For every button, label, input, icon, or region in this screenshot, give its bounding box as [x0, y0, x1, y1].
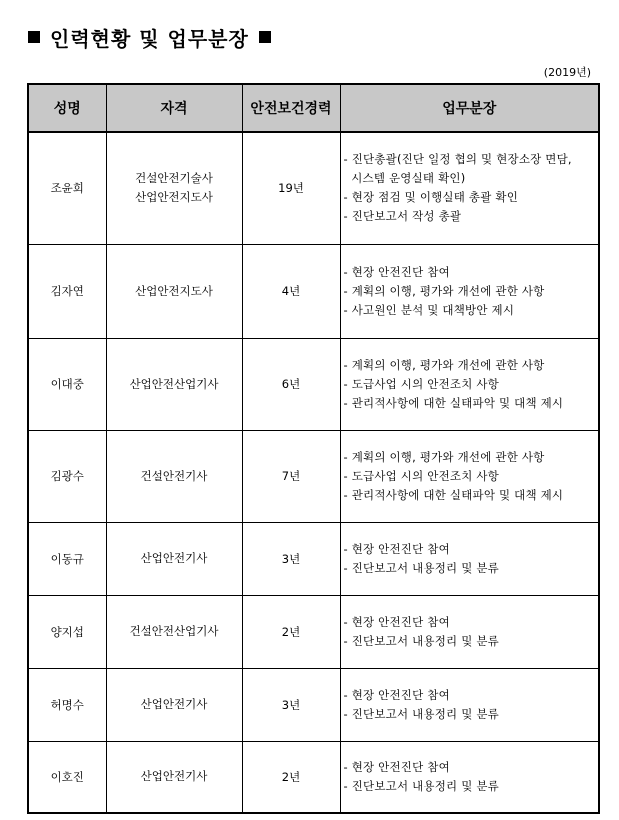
duty-line: - 진단보고서 내용정리 및 분류 — [343, 778, 499, 793]
qualification-line: 산업안전산업기사 — [129, 376, 219, 391]
table-row — [28, 595, 599, 668]
qualification-line: 산업안전지도사 — [135, 283, 213, 298]
cell-career: 3년 — [242, 668, 340, 741]
duty-line: - 관리적사항에 대한 실태파악 및 대책 제시 — [343, 395, 564, 410]
qualification-line: 산업안전기사 — [140, 769, 208, 784]
cell-duties — [340, 595, 599, 668]
duty-line: - 계획의 이행, 평가와 개선에 관한 사항 — [343, 283, 545, 298]
duty-line: - 관리적사항에 대한 실태파악 및 대책 제시 — [343, 487, 564, 502]
cell-qualification — [106, 132, 242, 244]
cell-name: 양지섭 — [28, 595, 106, 668]
duty-line: - 진단보고서 작성 총괄 — [343, 209, 462, 224]
cell-name: 이대중 — [28, 338, 106, 430]
qualification-line: 건설안전기사 — [140, 468, 208, 483]
table-row — [28, 522, 599, 595]
duty-line: - 사고원인 분석 및 대책방안 제시 — [343, 302, 515, 317]
duty-line: - 계획의 이행, 평가와 개선에 관한 사항 — [343, 449, 545, 464]
column-header-qualification: 자격 — [106, 84, 242, 132]
cell-duties — [340, 741, 599, 813]
square-bullet-icon — [28, 31, 40, 43]
cell-qualification — [106, 668, 242, 741]
cell-career: 7년 — [242, 430, 340, 522]
table-row — [28, 132, 599, 244]
staff-table — [27, 83, 600, 814]
duty-line: - 진단총괄(진단 일정 협의 및 현장소장 면담, — [343, 152, 572, 167]
duty-line: 시스템 운영실태 확인) — [343, 171, 466, 186]
duty-line: - 현장 안전진단 참여 — [343, 759, 450, 774]
table-row — [28, 244, 599, 338]
page-title — [28, 24, 271, 50]
duty-line: - 현장 안전진단 참여 — [343, 264, 450, 279]
duty-line: - 진단보고서 내용정리 및 분류 — [343, 560, 499, 575]
cell-career: 6년 — [242, 338, 340, 430]
table-row — [28, 668, 599, 741]
cell-duties — [340, 668, 599, 741]
cell-duties — [340, 522, 599, 595]
cell-name: 허명수 — [28, 668, 106, 741]
cell-duties — [340, 244, 599, 338]
table-body — [28, 132, 599, 813]
cell-qualification — [106, 244, 242, 338]
cell-duties — [340, 338, 599, 430]
table-row — [28, 338, 599, 430]
square-bullet-icon — [259, 31, 271, 43]
duty-line: - 현장 안전진단 참여 — [343, 687, 450, 702]
qualification-line: 산업안전기사 — [140, 697, 208, 711]
duty-line: - 현장 안전진단 참여 — [343, 614, 450, 629]
cell-career: 2년 — [242, 741, 340, 813]
table-header-row — [28, 84, 599, 132]
cell-name: 이동규 — [28, 522, 106, 595]
year-note: (2019년) — [543, 66, 591, 79]
cell-qualification — [106, 430, 242, 522]
cell-qualification — [106, 595, 242, 668]
cell-qualification — [106, 338, 242, 430]
cell-duties — [340, 430, 599, 522]
qualification-line: 건설안전산업기사 — [129, 624, 219, 638]
column-header-career: 안전보건경력 — [242, 84, 340, 132]
cell-qualification — [106, 741, 242, 813]
qualification-line: 산업안전기사 — [140, 551, 208, 565]
table-row — [28, 430, 599, 522]
table-row — [28, 741, 599, 813]
cell-career: 19년 — [242, 132, 340, 244]
duty-line: - 진단보고서 내용정리 및 분류 — [343, 706, 499, 721]
column-header-duties: 업무분장 — [340, 84, 599, 132]
cell-qualification — [106, 522, 242, 595]
cell-duties — [340, 132, 599, 244]
column-header-name: 성명 — [28, 84, 106, 132]
duty-line: - 계획의 이행, 평가와 개선에 관한 사항 — [343, 357, 545, 372]
cell-career: 2년 — [242, 595, 340, 668]
cell-name: 김광수 — [28, 430, 106, 522]
cell-career: 4년 — [242, 244, 340, 338]
qualification-line: 산업안전지도사 — [135, 190, 213, 205]
duty-line: - 현장 안전진단 참여 — [343, 541, 450, 556]
qualification-line: 건설안전기술사 — [135, 171, 213, 186]
page-title-text: 인력현황 및 업무분장 — [50, 26, 249, 51]
duty-line: - 도급사업 시의 안전조치 사항 — [343, 376, 499, 391]
cell-career: 3년 — [242, 522, 340, 595]
cell-name: 조윤희 — [28, 132, 106, 244]
cell-name: 김자연 — [28, 244, 106, 338]
cell-name: 이호진 — [28, 741, 106, 813]
duty-line: - 진단보고서 내용정리 및 분류 — [343, 633, 499, 648]
duty-line: - 도급사업 시의 안전조치 사항 — [343, 468, 499, 483]
duty-line: - 현장 점검 및 이행실태 총괄 확인 — [343, 190, 518, 205]
